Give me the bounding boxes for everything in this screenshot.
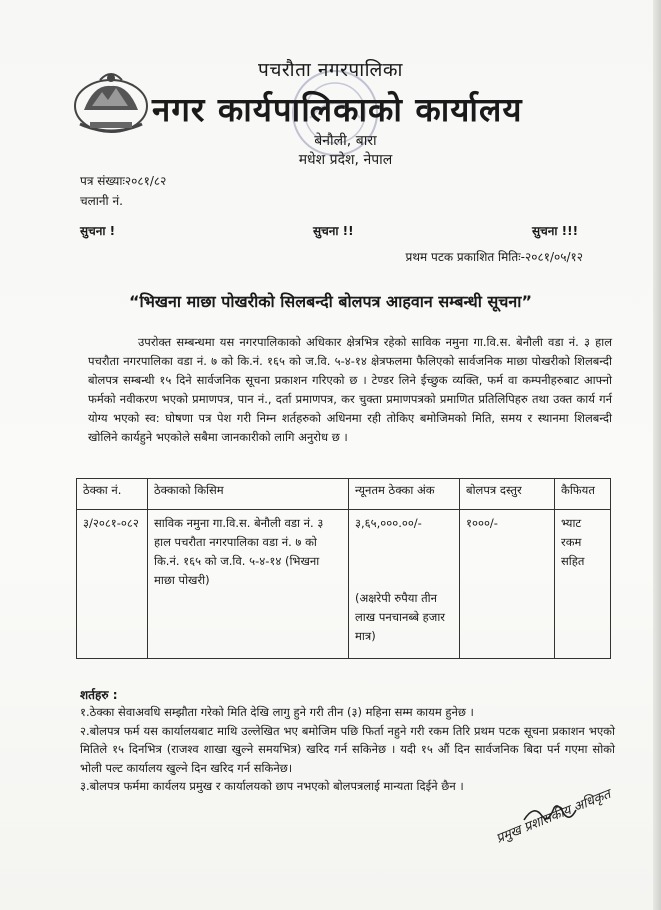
notice-body-text: उपरोक्त सम्बन्धमा यस नगरपालिकाको अधिकार क्षेत्रभित्र रहेको साविक नमुना गा.वि.स. बेनौली वडा नं. ३ हाल पचरौता नगरपालिका वडा नं. ७ को कि.नं. १६५ को ज.वि. ५-४-१४ क्षेत्रफलमा फैलिएको सार्वजनिक माछा पोखरीको शिलबन्दी बोलपत्र सम्बन्धी १५ दिने सार्वजनिक सूचना प्रकाशन गरिएको छ । टेण्डर लिने ईच्छुक व्यक्ति, फर्म वा कम्पनीहरुबाट आफ्नो फर्मको नवीकरण भएको प्रमाणपत्र, पान नं., दर्ता प्रमाणपत्र, कर चुक्ता प्रमाणपत्रको प्रमाणित प्रतिलिपिहरु तथा उक्त कार्य गर्न योग्य भएको स्व: घोषणा पत्र पेश गरी निम्न शर्तहरुको अधिनमा रही तोकिए बमोजिमको मिति, समय र स्थानमा शिलबन्दी खोलिने कार्यहुने भएकोले सबैमा जानकारीको लागि अनुरोध छ ।	[88, 335, 612, 444]
terms-list	[80, 703, 615, 796]
signatory-title: प्रमुख प्रशासकीय अधिकृत	[494, 787, 613, 847]
term-item-1: १.ठेक्का सेवाअवधि सम्झौता गरेको मिति देखि लागु हुने गरी तीन (३) महिना सम्म कायम हुनेछ ।	[80, 705, 474, 719]
notice-label-3: सुचना !!!	[532, 224, 579, 238]
municipality-name: पचरौता नगरपालिका	[258, 59, 403, 81]
notice-body	[88, 333, 612, 447]
tender-table	[76, 478, 611, 659]
notice-label-1: सुचना !	[80, 224, 116, 238]
cell-min-amount	[349, 510, 460, 659]
cell-remarks: भ्याट रकम सहित	[555, 510, 611, 659]
office-province: मधेश प्रदेश, नेपाल	[298, 152, 393, 168]
min-amount-value: ३,६५,०००.००/-	[355, 516, 422, 530]
notice-label-2: सुचना !!	[313, 224, 354, 238]
office-place: बेनौली, बारा	[314, 133, 377, 149]
header-fee: बोलपत्र दस्तुर	[460, 479, 555, 510]
table-row	[77, 510, 611, 659]
header-contract-type: ठेक्काको किसिम	[148, 479, 349, 510]
cell-contract-type: साविक नमुना गा.वि.स. बेनौली वडा नं. ३ हाल पचरौता नगरपालिका वडा नं. ७ को कि.नं. १६५ को ज.वि. ५-४-१४ (भिखना माछा पोखरी)	[148, 510, 349, 659]
dispatch-number: चलानी नं.	[80, 194, 123, 208]
publish-date: प्रथम पटक प्रकाशित मितिः-२०८१/०५/१२	[405, 250, 583, 264]
cell-fee: १०००/-	[460, 510, 555, 659]
term-item-3: ३.बोलपत्र फर्ममा कार्यलय प्रमुख र कार्यालयको छाप नभएको बोलपत्रलाई मान्यता दिईने छैन ।	[80, 779, 464, 793]
letter-number: पत्र संख्याः२०८१/८२	[80, 174, 167, 188]
terms-title: शर्तहरु :	[80, 688, 118, 702]
header-remarks: कैफियत	[555, 479, 611, 510]
header-min-amount: न्यूनतम ठेक्का अंक	[349, 479, 460, 510]
header-contract-no: ठेक्का नं.	[77, 479, 148, 510]
notice-subject: “भिखना माछा पोखरीको सिलबन्दी बोलपत्र आहवान सम्बन्धी सूचना”	[129, 292, 532, 311]
cell-contract-no: ३/२०८१-०८२	[77, 510, 148, 659]
office-title: नगर कार्यपालिकाको कार्यालय	[152, 90, 523, 129]
term-item-2: २.बोलपत्र फर्म यस कार्यालयबाट माथि उल्लेखित भए बमोजिम पछि फिर्ता नहुने गरी रकम तिरि प्रथम पटक सूचना प्रकाशन भएको मितिले १५ दिनभित्र (राजश्व शाखा खुल्ने समयभित्र) खरिद गर्न सकिनेछ । यदी १५ औं दिन सार्वजनिक बिदा पर्न गएमा सोको भोली पल्ट कार्यालय खुल्ने दिन खरिद गर्न सकिनेछ।	[80, 723, 615, 775]
min-amount-words: (अक्षरेपी रुपैया तीन लाख पनचानब्बे हजार मात्र)	[355, 591, 446, 643]
table-header-row	[77, 479, 611, 510]
